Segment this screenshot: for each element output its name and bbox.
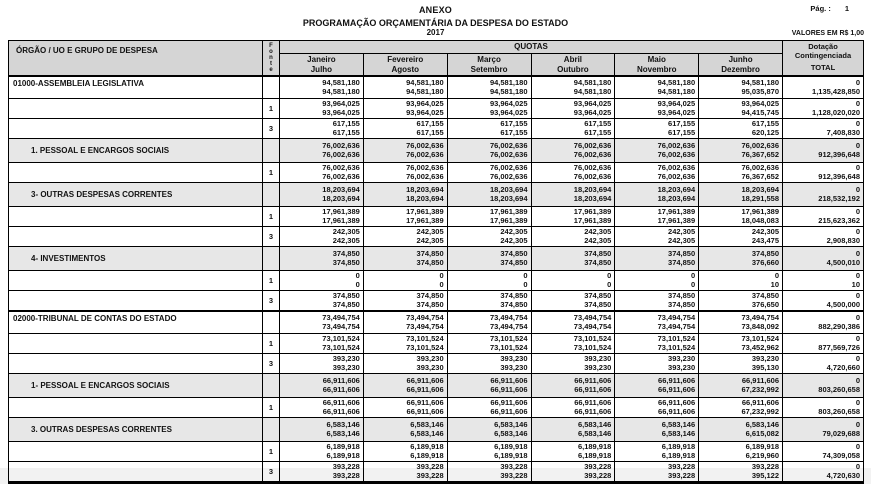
column-header-month — [531, 54, 615, 75]
dotacao-total-cell: 0 215,623,362 — [782, 207, 863, 226]
dotacao-total-cell: 0 218,532,192 — [782, 183, 863, 206]
quota-cell: 393,228 393,228 — [363, 462, 447, 481]
quota-cell: 66,911,606 67,232,992 — [698, 374, 782, 397]
quota-cell: 617,155 617,155 — [279, 119, 363, 138]
dotacao-total-cell: 0 882,290,386 — [782, 312, 863, 333]
fonte-row — [9, 290, 863, 310]
row-label: 1. PESSOAL E ENCARGOS SOCIAIS — [31, 146, 170, 155]
row-label — [9, 291, 262, 310]
quota-cell: 393,228 393,228 — [279, 462, 363, 481]
quota-cell: 6,583,146 6,615,082 — [698, 418, 782, 441]
quota-cell: 242,305 242,305 — [279, 227, 363, 246]
table-header — [9, 41, 863, 75]
quota-cell: 18,203,694 18,203,694 — [363, 183, 447, 206]
fonte-cell: 1 — [262, 271, 279, 290]
expense-group-row — [9, 373, 863, 397]
quota-cell: 73,101,524 73,101,524 — [447, 334, 531, 353]
month-top: Abril — [563, 55, 583, 64]
quota-cell: 17,961,389 18,048,083 — [698, 207, 782, 226]
quota-cell: 76,002,636 76,002,636 — [363, 139, 447, 162]
column-header-fonte: F o n t e — [262, 41, 279, 75]
quota-cell: 6,583,146 6,583,146 — [447, 418, 531, 441]
quota-cell: 242,305 242,305 — [447, 227, 531, 246]
org-row — [9, 75, 863, 98]
month-bottom: Outubro — [557, 64, 589, 74]
quota-cell: 66,911,606 66,911,606 — [614, 374, 698, 397]
quota-cell: 242,305 242,305 — [614, 227, 698, 246]
row-label: 01000-ASSEMBLEIA LEGISLATIVA — [13, 79, 144, 88]
quota-cell: 73,494,754 73,494,754 — [614, 312, 698, 333]
dotacao-total-cell: 0 4,720,630 — [782, 462, 863, 481]
fonte-cell: 3 — [262, 119, 279, 138]
quota-cell: 93,964,025 93,964,025 — [447, 99, 531, 118]
quota-cell: 17,961,389 17,961,389 — [279, 207, 363, 226]
fonte-row — [9, 333, 863, 353]
row-label — [9, 163, 262, 182]
dotacao-total-cell: 0 912,396,648 — [782, 163, 863, 182]
quota-cell: 393,230 393,230 — [279, 354, 363, 373]
quota-cell: 76,002,636 76,002,636 — [614, 163, 698, 182]
fonte-row — [9, 461, 863, 481]
fonte-cell — [262, 183, 279, 206]
quota-cell: 617,155 617,155 — [614, 119, 698, 138]
quota-cell: 93,964,025 93,964,025 — [614, 99, 698, 118]
quota-cell: 374,850 374,850 — [279, 291, 363, 310]
quota-cell: 6,189,918 6,189,918 — [447, 442, 531, 461]
quota-cell: 94,581,180 94,581,180 — [614, 77, 698, 98]
quota-cell: 94,581,180 94,581,180 — [531, 77, 615, 98]
dotacao-total-cell: 0 1,135,428,850 — [782, 77, 863, 98]
anexo-heading: ANEXO — [418, 5, 452, 15]
quota-cell: 6,189,918 6,189,918 — [363, 442, 447, 461]
quota-cell: 66,911,606 66,911,606 — [363, 398, 447, 417]
row-label — [9, 207, 262, 226]
quota-cell: 66,911,606 66,911,606 — [447, 398, 531, 417]
row-label — [9, 442, 262, 461]
fonte-cell: 3 — [262, 354, 279, 373]
row-label — [9, 398, 262, 417]
budget-table — [8, 40, 864, 484]
page-number — [810, 4, 849, 13]
column-header-quotas: QUOTAS — [279, 41, 782, 54]
quota-cell: 73,101,524 73,452,962 — [698, 334, 782, 353]
quota-cell: 17,961,389 17,961,389 — [447, 207, 531, 226]
fonte-row — [9, 226, 863, 246]
quota-cell: 0 0 — [614, 271, 698, 290]
values-note: VALORES EM R$ 1,00 — [791, 30, 864, 37]
quota-cell: 76,002,636 76,367,652 — [698, 163, 782, 182]
row-label — [9, 334, 262, 353]
dotacao-total-cell: 0 4,500,010 — [782, 247, 863, 270]
quota-cell: 617,155 617,155 — [447, 119, 531, 138]
quota-cell: 93,964,025 93,964,025 — [279, 99, 363, 118]
dotacao-line2: Contingenciada — [794, 50, 852, 60]
fonte-row — [9, 98, 863, 118]
row-label — [9, 227, 262, 246]
fonte-cell: 1 — [262, 398, 279, 417]
row-label: 1- PESSOAL E ENCARGOS SOCIAIS — [31, 381, 170, 390]
month-top: Fevereiro — [387, 55, 424, 64]
quota-cell: 66,911,606 67,232,992 — [698, 398, 782, 417]
quota-cell: 17,961,389 17,961,389 — [531, 207, 615, 226]
month-top: Janeiro — [307, 55, 336, 64]
row-label: 3- OUTRAS DESPESAS CORRENTES — [31, 190, 173, 199]
quota-cell: 76,002,636 76,002,636 — [363, 163, 447, 182]
row-label — [9, 462, 262, 481]
fonte-cell: 3 — [262, 227, 279, 246]
fonte-cell: 1 — [262, 99, 279, 118]
quota-cell: 94,581,180 95,035,870 — [698, 77, 782, 98]
dotacao-total-cell: 0 4,720,660 — [782, 354, 863, 373]
quota-cell: 66,911,606 66,911,606 — [531, 374, 615, 397]
quota-cell: 6,189,918 6,219,960 — [698, 442, 782, 461]
month-bottom: Agosto — [391, 64, 420, 74]
quota-cell: 76,002,636 76,002,636 — [531, 139, 615, 162]
month-top: Março — [477, 55, 501, 64]
quota-cell: 73,101,524 73,101,524 — [614, 334, 698, 353]
column-header-month — [363, 54, 447, 75]
quota-cell: 0 0 — [447, 271, 531, 290]
quota-cell: 18,203,694 18,203,694 — [614, 183, 698, 206]
column-header-month — [279, 54, 363, 75]
quota-cell: 374,850 374,850 — [614, 247, 698, 270]
quota-cell: 66,911,606 66,911,606 — [531, 398, 615, 417]
expense-group-row — [9, 246, 863, 270]
quota-cell: 76,002,636 76,002,636 — [279, 163, 363, 182]
quota-cell: 374,850 374,850 — [279, 247, 363, 270]
dotacao-total-cell: 0 803,260,658 — [782, 374, 863, 397]
quota-cell: 0 0 — [531, 271, 615, 290]
document-title: PROGRAMAÇÃO ORÇAMENTÁRIA DA DESPESA DO ESTADO — [302, 18, 569, 28]
quota-cell: 94,581,180 94,581,180 — [279, 77, 363, 98]
quota-cell: 617,155 617,155 — [531, 119, 615, 138]
column-header-month — [447, 54, 531, 75]
quota-cell: 66,911,606 66,911,606 — [279, 374, 363, 397]
row-label — [9, 99, 262, 118]
row-label: 4- INVESTIMENTOS — [31, 254, 106, 263]
fonte-cell: 1 — [262, 207, 279, 226]
dotacao-total-cell: 0 1,128,020,020 — [782, 99, 863, 118]
quota-cell: 73,494,754 73,848,092 — [698, 312, 782, 333]
quota-cell: 393,228 393,228 — [531, 462, 615, 481]
quota-cell: 0 10 — [698, 271, 782, 290]
quota-cell: 18,203,694 18,291,558 — [698, 183, 782, 206]
month-bottom: Julho — [310, 64, 333, 74]
month-top: Maio — [647, 55, 666, 64]
column-header-month — [698, 54, 782, 75]
page-number-label: Pág. : — [810, 4, 831, 13]
quota-cell: 374,850 376,650 — [698, 291, 782, 310]
fonte-cell: 3 — [262, 291, 279, 310]
fonte-row — [9, 162, 863, 182]
quota-cell: 242,305 242,305 — [363, 227, 447, 246]
column-header-dotacao-total — [782, 41, 863, 75]
dotacao-total-cell: 0 877,569,726 — [782, 334, 863, 353]
quota-cell: 617,155 617,155 — [363, 119, 447, 138]
column-header-orgao: ÓRGÃO / UO E GRUPO DE DESPESA — [16, 46, 158, 55]
row-label — [9, 271, 262, 290]
quota-cell: 76,002,636 76,367,652 — [698, 139, 782, 162]
fonte-row — [9, 118, 863, 138]
quota-cell: 6,583,146 6,583,146 — [279, 418, 363, 441]
quota-cell: 374,850 374,850 — [447, 291, 531, 310]
quota-cell: 76,002,636 76,002,636 — [447, 163, 531, 182]
month-bottom: Novembro — [636, 64, 677, 74]
quota-cell: 393,230 393,230 — [531, 354, 615, 373]
fonte-cell: 1 — [262, 334, 279, 353]
total-label: TOTAL — [810, 63, 836, 72]
quota-cell: 17,961,389 17,961,389 — [363, 207, 447, 226]
dotacao-total-cell: 0 912,396,648 — [782, 139, 863, 162]
dotacao-total-cell: 0 74,309,058 — [782, 442, 863, 461]
quota-cell: 393,230 395,130 — [698, 354, 782, 373]
quota-cell: 73,101,524 73,101,524 — [363, 334, 447, 353]
document-year: 2017 — [426, 28, 445, 37]
quota-cell: 393,230 393,230 — [614, 354, 698, 373]
month-bottom: Setembro — [470, 64, 508, 74]
quota-cell: 374,850 374,850 — [531, 291, 615, 310]
fonte-row — [9, 353, 863, 373]
quota-cell: 76,002,636 76,002,636 — [447, 139, 531, 162]
quota-cell: 73,101,524 73,101,524 — [279, 334, 363, 353]
dotacao-total-cell: 0 10 — [782, 271, 863, 290]
quota-cell: 6,583,146 6,583,146 — [614, 418, 698, 441]
quota-cell: 6,583,146 6,583,146 — [363, 418, 447, 441]
dotacao-total-cell: 0 2,908,830 — [782, 227, 863, 246]
quota-cell: 66,911,606 66,911,606 — [447, 374, 531, 397]
expense-group-row — [9, 138, 863, 162]
fonte-cell: 1 — [262, 163, 279, 182]
fonte-cell — [262, 374, 279, 397]
dotacao-line1: Dotação — [808, 42, 838, 51]
quota-cell: 76,002,636 76,002,636 — [279, 139, 363, 162]
column-header-month — [614, 54, 698, 75]
quota-cell: 93,964,025 93,964,025 — [531, 99, 615, 118]
fonte-row — [9, 397, 863, 417]
month-bottom: Dezembro — [721, 64, 760, 74]
quota-cell: 66,911,606 66,911,606 — [363, 374, 447, 397]
quota-cell: 93,964,025 93,964,025 — [363, 99, 447, 118]
quota-cell: 76,002,636 76,002,636 — [531, 163, 615, 182]
dotacao-total-cell: 0 7,408,830 — [782, 119, 863, 138]
quota-cell: 73,494,754 73,494,754 — [279, 312, 363, 333]
dotacao-total-cell: 0 79,029,688 — [782, 418, 863, 441]
fonte-row — [9, 441, 863, 461]
fonte-cell — [262, 77, 279, 98]
quota-cell: 0 0 — [363, 271, 447, 290]
quota-cell: 0 0 — [279, 271, 363, 290]
quota-cell: 66,911,606 66,911,606 — [279, 398, 363, 417]
fonte-cell: 3 — [262, 462, 279, 481]
quota-cell: 94,581,180 94,581,180 — [447, 77, 531, 98]
quota-cell: 18,203,694 18,203,694 — [447, 183, 531, 206]
quota-cell: 393,230 393,230 — [447, 354, 531, 373]
fonte-row — [9, 270, 863, 290]
row-label: 02000-TRIBUNAL DE CONTAS DO ESTADO — [13, 314, 177, 323]
page-number-value: 1 — [844, 4, 849, 13]
quota-cell: 242,305 243,475 — [698, 227, 782, 246]
quota-cell: 242,305 242,305 — [531, 227, 615, 246]
dotacao-total-cell: 0 4,500,000 — [782, 291, 863, 310]
quota-cell: 6,583,146 6,583,146 — [531, 418, 615, 441]
quota-cell: 66,911,606 66,911,606 — [614, 398, 698, 417]
fonte-row — [9, 206, 863, 226]
quota-cell: 76,002,636 76,002,636 — [614, 139, 698, 162]
row-label: 3. OUTRAS DESPESAS CORRENTES — [31, 425, 172, 434]
quota-cell: 94,581,180 94,581,180 — [363, 77, 447, 98]
quota-cell: 374,850 376,660 — [698, 247, 782, 270]
expense-group-row — [9, 417, 863, 441]
org-row — [9, 310, 863, 333]
quota-cell: 393,230 393,230 — [363, 354, 447, 373]
quota-cell: 73,101,524 73,101,524 — [531, 334, 615, 353]
dotacao-total-cell: 0 803,260,658 — [782, 398, 863, 417]
quota-cell: 17,961,389 17,961,389 — [614, 207, 698, 226]
quota-cell: 374,850 374,850 — [447, 247, 531, 270]
quota-cell: 18,203,694 18,203,694 — [279, 183, 363, 206]
quota-cell: 374,850 374,850 — [363, 291, 447, 310]
quota-cell: 374,850 374,850 — [531, 247, 615, 270]
fonte-cell — [262, 247, 279, 270]
row-label — [9, 119, 262, 138]
quota-cell: 93,964,025 94,415,745 — [698, 99, 782, 118]
quota-cell: 393,228 395,122 — [698, 462, 782, 481]
quota-cell: 617,155 620,125 — [698, 119, 782, 138]
fonte-cell — [262, 139, 279, 162]
quota-cell: 6,189,918 6,189,918 — [614, 442, 698, 461]
quota-cell: 374,850 374,850 — [614, 291, 698, 310]
quota-cell: 374,850 374,850 — [363, 247, 447, 270]
quota-cell: 6,189,918 6,189,918 — [531, 442, 615, 461]
quota-cell: 18,203,694 18,203,694 — [531, 183, 615, 206]
quota-cell: 6,189,918 6,189,918 — [279, 442, 363, 461]
fonte-cell: 1 — [262, 442, 279, 461]
table-body — [9, 75, 863, 481]
row-label — [9, 354, 262, 373]
quota-cell: 73,494,754 73,494,754 — [447, 312, 531, 333]
fonte-cell — [262, 418, 279, 441]
quota-cell: 393,228 393,228 — [614, 462, 698, 481]
quota-cell: 73,494,754 73,494,754 — [363, 312, 447, 333]
expense-group-row — [9, 182, 863, 206]
fonte-cell — [262, 312, 279, 333]
quota-cell: 393,228 393,228 — [447, 462, 531, 481]
quota-cell: 73,494,754 73,494,754 — [531, 312, 615, 333]
month-top: Junho — [728, 55, 753, 64]
